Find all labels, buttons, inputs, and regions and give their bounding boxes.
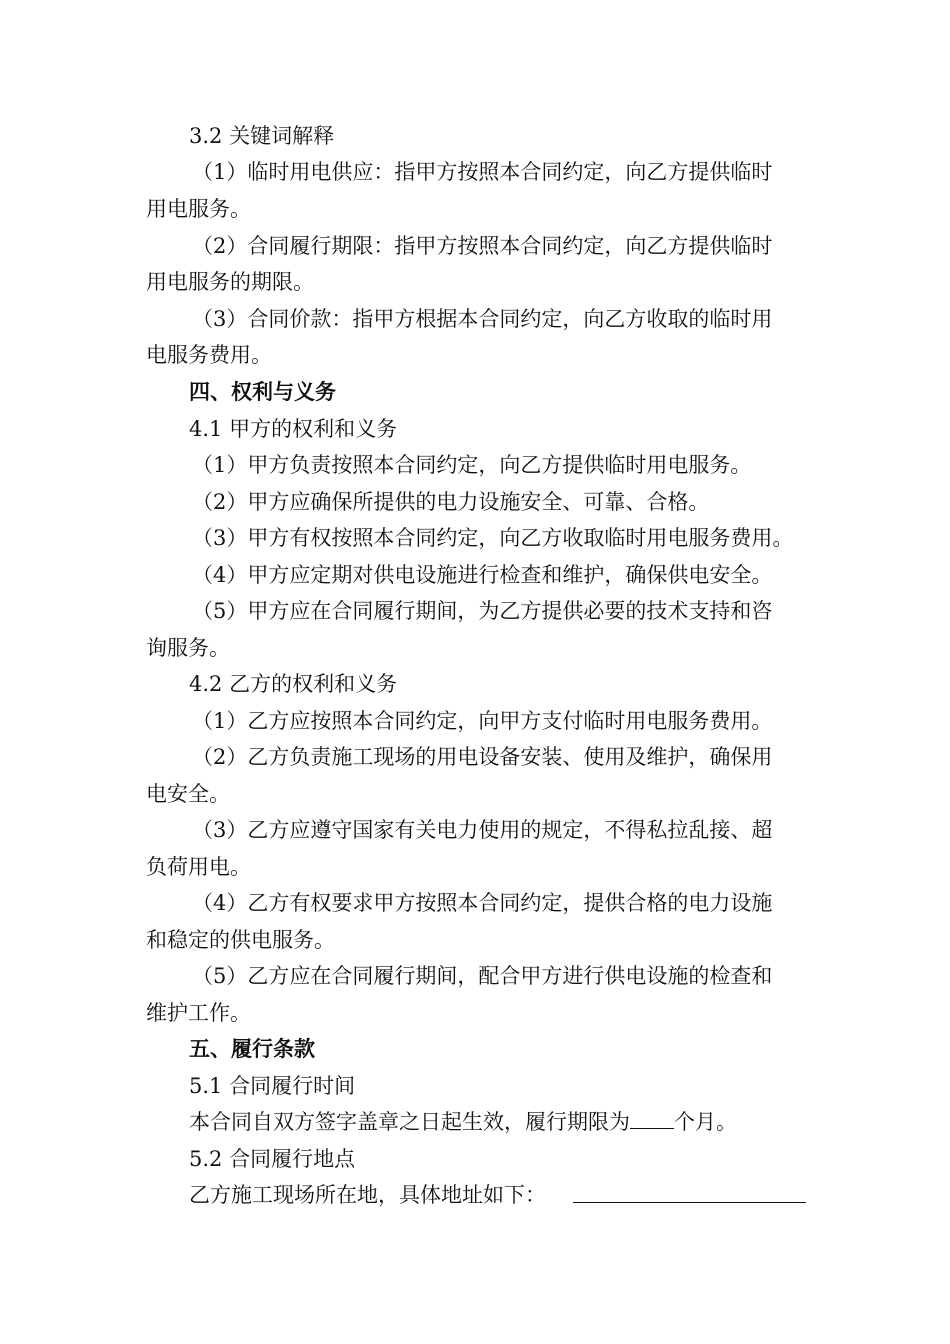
paragraph-text: 本合同自双方签字盖章之日起生效，履行期限为 bbox=[189, 1110, 630, 1134]
paragraph-text: 个月。 bbox=[674, 1110, 737, 1134]
subsection-heading-5-1: 5.1 合同履行时间 bbox=[189, 1074, 356, 1098]
paragraph-line: （4）甲方应定期对供电设施进行检查和维护，确保供电安全。 bbox=[192, 563, 773, 587]
paragraph-line: （1）甲方负责按照本合同约定，向乙方提供临时用电服务。 bbox=[192, 453, 752, 477]
paragraph-line: 乙方施工现场所在地，具体地址如下： bbox=[189, 1183, 546, 1207]
address-blank[interactable] bbox=[573, 1201, 806, 1203]
subsection-heading-5-2: 5.2 合同履行地点 bbox=[189, 1147, 356, 1171]
paragraph-line: （5）乙方应在合同履行期间，配合甲方进行供电设施的检查和 bbox=[192, 964, 773, 988]
paragraph-line: 和稳定的供电服务。 bbox=[146, 928, 335, 952]
paragraph-line: （2）合同履行期限：指甲方按照本合同约定，向乙方提供临时 bbox=[192, 234, 773, 258]
section-heading-5: 五、履行条款 bbox=[189, 1037, 315, 1061]
paragraph-line: 用电服务。 bbox=[146, 197, 251, 221]
subsection-heading-4-2: 4.2 乙方的权利和义务 bbox=[189, 672, 398, 696]
paragraph-line: （3）乙方应遵守国家有关电力使用的规定，不得私拉乱接、超 bbox=[192, 818, 773, 842]
paragraph-line: （1）乙方应按照本合同约定，向甲方支付临时用电服务费用。 bbox=[192, 709, 773, 733]
paragraph-line: 电服务费用。 bbox=[146, 343, 272, 367]
paragraph-line: （2）甲方应确保所提供的电力设施安全、可靠、合格。 bbox=[192, 490, 710, 514]
paragraph-line: 电安全。 bbox=[146, 782, 230, 806]
term-months-blank[interactable] bbox=[630, 1110, 674, 1129]
paragraph-line: 维护工作。 bbox=[146, 1001, 251, 1025]
paragraph-line: （1）临时用电供应：指甲方按照本合同约定，向乙方提供临时 bbox=[192, 160, 773, 184]
paragraph-line: 用电服务的期限。 bbox=[146, 270, 314, 294]
paragraph-line: （5）甲方应在合同履行期间，为乙方提供必要的技术支持和咨 bbox=[192, 599, 773, 623]
paragraph-line: （3）甲方有权按照本合同约定，向乙方收取临时用电服务费用。 bbox=[192, 526, 794, 550]
paragraph-line: （3）合同价款：指甲方根据本合同约定，向乙方收取的临时用 bbox=[192, 307, 773, 331]
paragraph-line: （4）乙方有权要求甲方按照本合同约定，提供合格的电力设施 bbox=[192, 891, 773, 915]
paragraph-line: 询服务。 bbox=[146, 636, 230, 660]
subsection-heading-3-2: 3.2 关键词解释 bbox=[189, 124, 335, 148]
paragraph-line: （2）乙方负责施工现场的用电设备安装、使用及维护，确保用 bbox=[192, 745, 773, 769]
paragraph-line: 负荷用电。 bbox=[146, 855, 251, 879]
subsection-heading-4-1: 4.1 甲方的权利和义务 bbox=[189, 417, 398, 441]
section-heading-4: 四、权利与义务 bbox=[189, 380, 336, 404]
paragraph-line bbox=[189, 1108, 737, 1136]
